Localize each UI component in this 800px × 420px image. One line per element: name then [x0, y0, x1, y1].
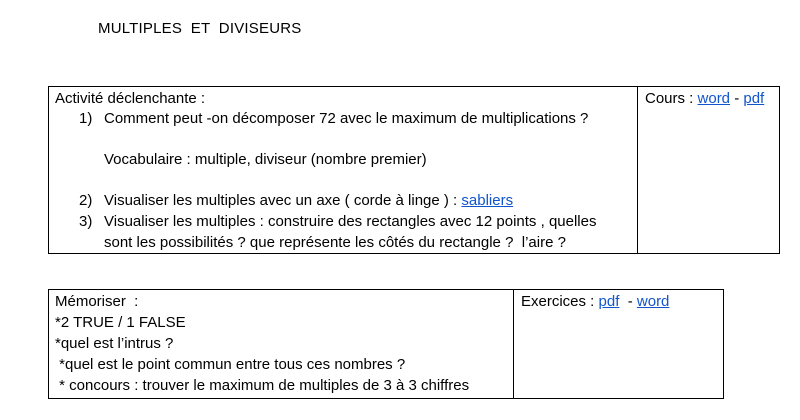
activity-item-2-number: 2) — [79, 192, 93, 209]
exercices-word-link[interactable]: word — [636, 293, 670, 310]
exercices-label: Exercices : — [521, 293, 599, 310]
cours-label: Cours : — [645, 90, 698, 107]
memoriser-line-3: *quel est le point commun entre tous ces nombres ? — [55, 356, 406, 373]
cours-separator: - — [730, 90, 744, 107]
sabliers-link[interactable]: sabliers — [461, 192, 514, 209]
memoriser-line-2: *quel est l’intrus ? — [55, 335, 174, 352]
exercices-cell — [521, 292, 669, 311]
activity-item-2 — [104, 191, 513, 210]
memoriser-heading: Mémoriser : — [55, 293, 139, 310]
cours-cell — [645, 89, 764, 108]
activity-item-3-line-1: Visualiser les multiples : construire des rectangles avec 12 points , quelles — [104, 213, 597, 230]
activity-heading: Activité déclenchante : — [55, 90, 206, 107]
cours-pdf-link[interactable]: pdf — [743, 90, 765, 107]
page-title: MULTIPLES ET DIVISEURS — [98, 20, 302, 37]
activity-item-1-number: 1) — [79, 110, 93, 127]
memoriser-table-divider — [513, 289, 514, 399]
exercices-separator: - — [619, 293, 637, 310]
activity-item-3-number: 3) — [79, 213, 93, 230]
activity-item-2-text: Visualiser les multiples avec un axe ( corde à linge ) : — [104, 192, 462, 209]
memoriser-line-1: *2 TRUE / 1 FALSE — [55, 314, 186, 331]
cours-word-link[interactable]: word — [697, 90, 731, 107]
activity-item-3-line-2: sont les possibilités ? que représente les côtés du rectangle ? l’aire ? — [104, 234, 566, 251]
memoriser-line-4: * concours : trouver le maximum de multiples de 3 à 3 chiffres — [55, 377, 470, 394]
vocabulary-line: Vocabulaire : multiple, diviseur (nombre premier) — [104, 151, 427, 168]
activity-item-1-text: Comment peut -on décomposer 72 avec le maximum de multiplications ? — [104, 110, 589, 127]
activity-table-divider — [637, 86, 638, 254]
exercices-pdf-link[interactable]: pdf — [598, 293, 620, 310]
